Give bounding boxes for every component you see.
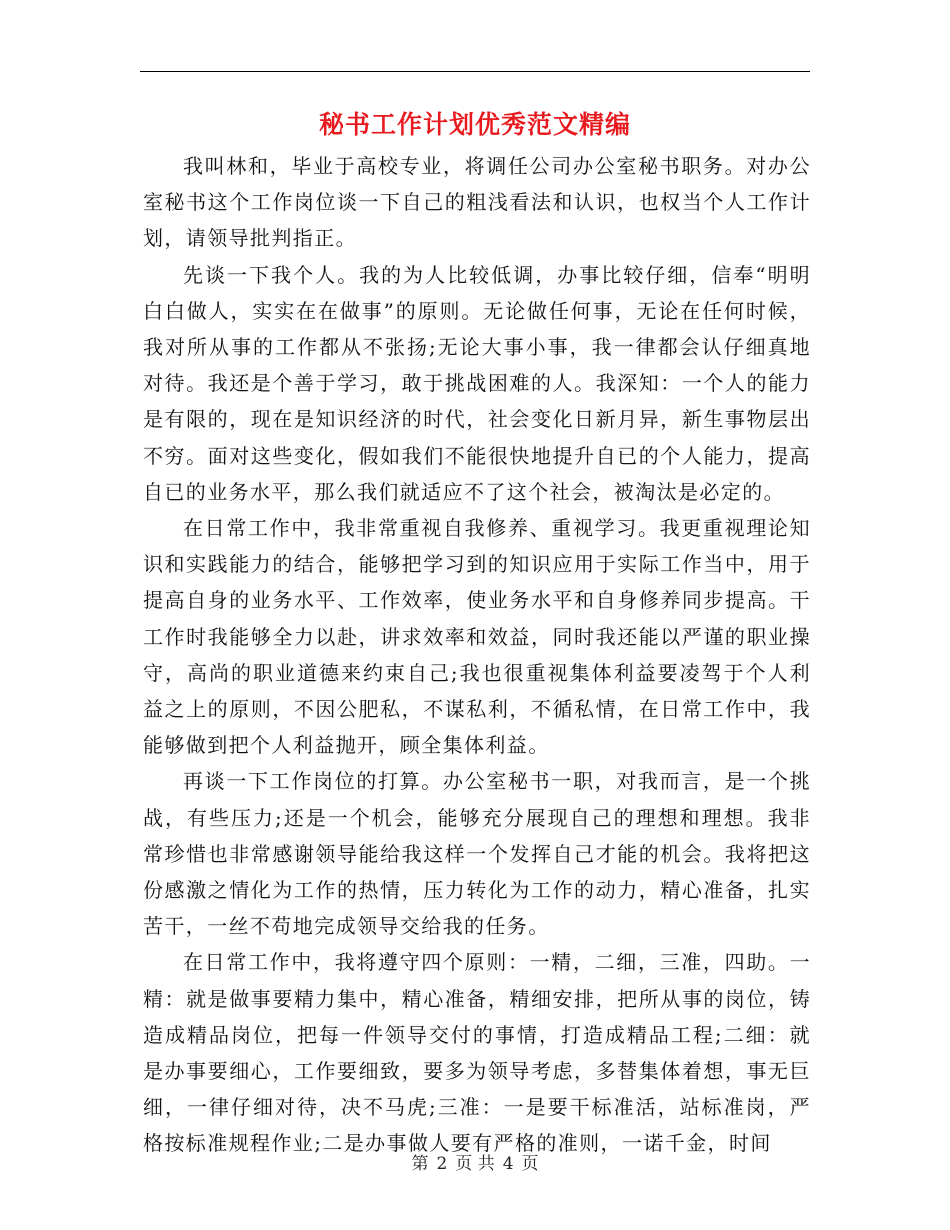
- footer-total-pages: 4: [502, 1154, 514, 1174]
- paragraph-3: 在日常工作中，我非常重视自我修养、重视学习。我更重视理论知识和实践能力的结合，能够把学习到的知识应用于实际工作当中，用于提高自身的业务水平、工作效率，使业务水平和自身修养同步提高。干工作时我能够全力以赴，讲求效率和效益，同时我还能以严谨的职业操守，高尚的职业道德来约束自己;我也很重视集体利益要凌驾于个人利益之上的原则，不因公肥私，不谋私利，不循私情，在日常工作中，我能够做到把个人利益抛开，顾全集体利益。: [143, 516, 811, 758]
- footer-prefix: 第: [411, 1154, 429, 1174]
- paragraph-4: 再谈一下工作岗位的打算。办公室秘书一职，对我而言，是一个挑战，有些压力;还是一个机会，能够充分展现自己的理想和理想。我非常珍惜也非常感谢领导能给我这样一个发挥自己才能的机会。我将把这份感激之情化为工作的热情，压力转化为工作的动力，精心准备，扎实苦干，一丝不苟地完成领导交给我的任务。: [143, 769, 811, 939]
- document-body: [143, 148, 811, 1162]
- document-title: 秘书工作计划优秀范文精编: [318, 110, 631, 139]
- header-rule: [140, 71, 810, 72]
- paragraph-1: 我叫林和，毕业于高校专业，将调任公司办公室秘书职务。对办公室秘书这个工作岗位谈一下自己的粗浅看法和认识，也权当个人工作计划，请领导批判指正。: [143, 154, 811, 251]
- paragraph-2: 先谈一下我个人。我的为人比较低调，办事比较仔细，信奉“明明白白做人，实实在在做事”的原则。无论做任何事，无论在任何时候，我对所从事的工作都从不张扬;无论大事小事，我一律都会认仔细真地对待。我还是个善于学习，敢于挑战困难的人。我深知：一个人的能力是有限的，现在是知识经济的时代，社会变化日新月异，新生事物层出不穷。面对这些变化，假如我们不能很快地提升自已的个人能力，提高自已的业务水平，那么我们就适应不了这个社会，被淘汰是必定的。: [143, 262, 811, 504]
- footer-page-number: 2: [436, 1154, 448, 1174]
- paragraph-5: 在日常工作中，我将遵守四个原则：一精，二细，三准，四助。一精：就是做事要精力集中，精心准备，精细安排，把所从事的岗位，铸造成精品岗位，把每一件领导交付的事情，打造成精品工程;二细：就是办事要细心，工作要细致，要多为领导考虑，多替集体着想，事无巨细，一律仔细对待，决不马虎;三准：一是要干标准活，站标准岗，严格按标准规程作业;二是办事做人要有严格的准则，一诺千金，时间: [143, 950, 811, 1156]
- footer-middle: 页 共: [455, 1154, 495, 1174]
- footer-suffix: 页: [521, 1154, 539, 1174]
- page-footer: [0, 1152, 950, 1176]
